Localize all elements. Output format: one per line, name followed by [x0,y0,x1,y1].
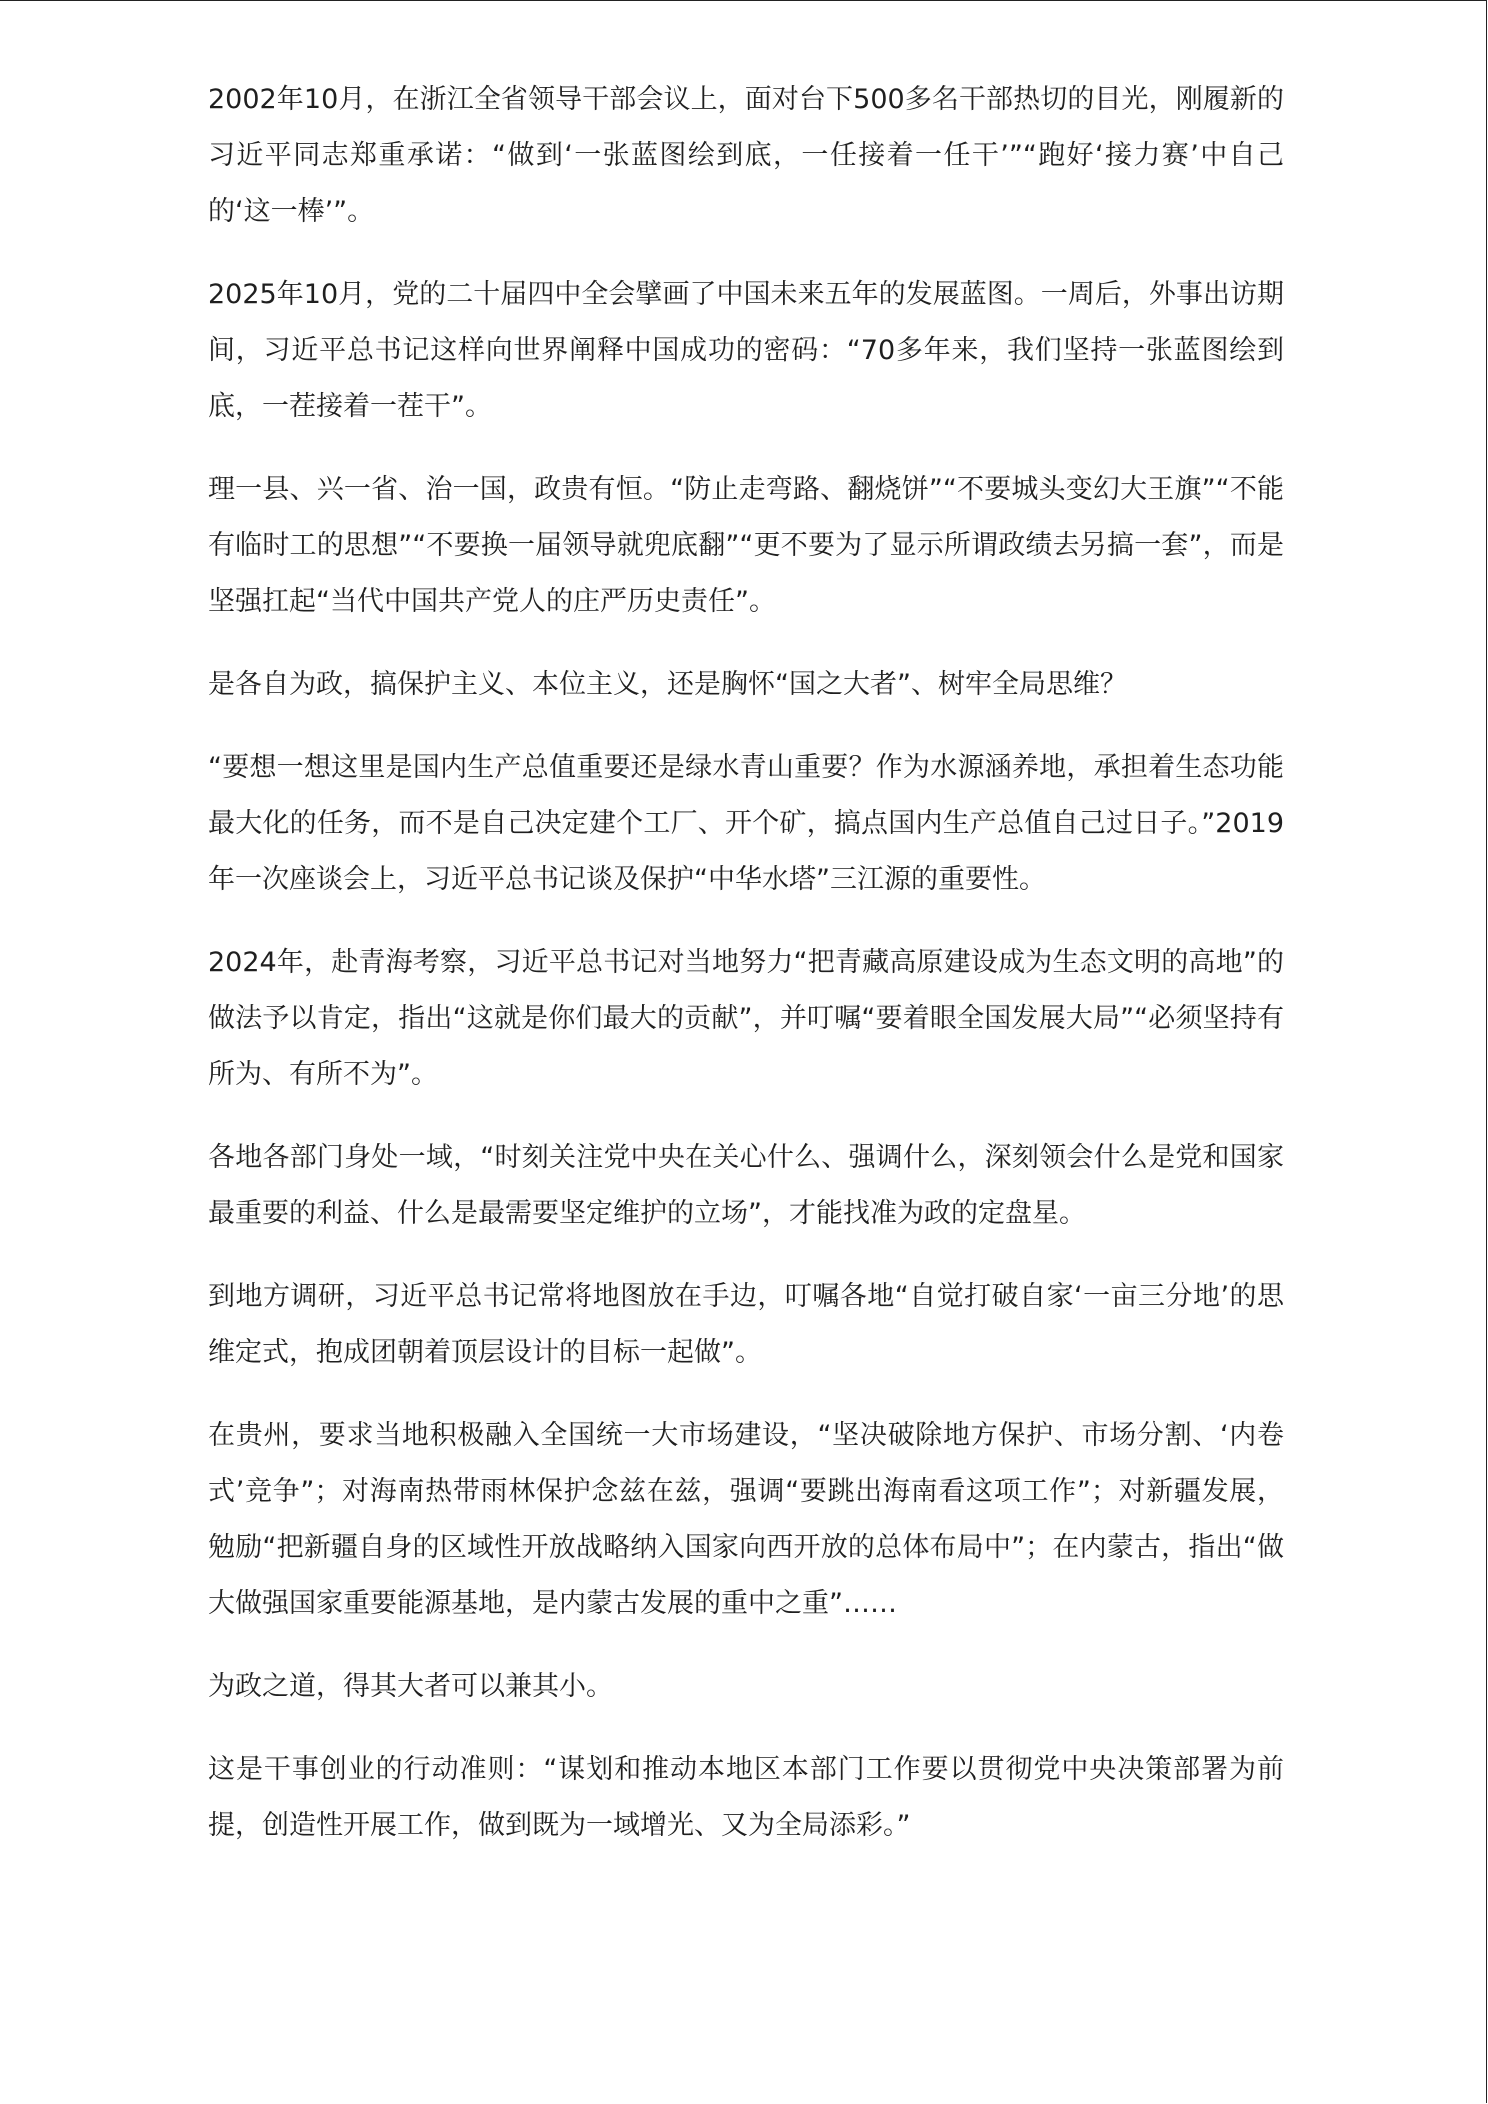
paragraph-10: 为政之道，得其大者可以兼其小。 [208,1671,613,1702]
paragraph-6: 2024年，赴青海考察，习近平总书记对当地努力“把青藏高原建设成为生态文明的高地”的做法予以肯定，指出“这就是你们最大的贡献”，并叮嘱“要着眼全国发展大局”“必须坚持有所为、有所不为”。 [208,947,1284,1090]
article-body [208,72,1284,1881]
paragraph-4: 是各自为政，搞保护主义、本位主义，还是胸怀“国之大者”、树牢全局思维？ [208,669,1127,700]
paragraph-1: 2002年10月，在浙江全省领导干部会议上，面对台下500多名干部热切的目光，刚履新的习近平同志郑重承诺：“做到‘一张蓝图绘到底，一任接着一任干’”“跑好‘接力赛’中自己的‘这一棒’”。 [208,84,1284,227]
paragraph-9: 在贵州，要求当地积极融入全国统一大市场建设，“坚决破除地方保护、市场分割、‘内卷式’竞争”；对海南热带雨林保护念兹在兹，强调“要跳出海南看这项工作”；对新疆发展，勉励“把新疆自身的区域性开放战略纳入国家向西开放的总体布局中”；在内蒙古，指出“做大做强国家重要能源基地，是内蒙古发展的重中之重”…… [208,1420,1284,1619]
paragraph-5: “要想一想这里是国内生产总值重要还是绿水青山重要？作为水源涵养地，承担着生态功能最大化的任务，而不是自己决定建个工厂、开个矿，搞点国内生产总值自己过日子。”2019年一次座谈会上，习近平总书记谈及保护“中华水塔”三江源的重要性。 [208,752,1284,895]
paragraph-8: 到地方调研，习近平总书记常将地图放在手边，叮嘱各地“自觉打破自家‘一亩三分地’的思维定式，抱成团朝着顶层设计的目标一起做”。 [208,1281,1284,1368]
paragraph-2: 2025年10月，党的二十届四中全会擘画了中国未来五年的发展蓝图。一周后，外事出访期间，习近平总书记这样向世界阐释中国成功的密码：“70多年来，我们坚持一张蓝图绘到底，一茬接着一茬干”。 [208,279,1284,422]
paragraph-3: 理一县、兴一省、治一国，政贵有恒。“防止走弯路、翻烧饼”“不要城头变幻大王旗”“不能有临时工的思想”“不要换一届领导就兜底翻”“更不要为了显示所谓政绩去另搞一套”，而是坚强扛起“当代中国共产党人的庄严历史责任”。 [208,474,1284,617]
paragraph-7: 各地各部门身处一域，“时刻关注党中央在关心什么、强调什么，深刻领会什么是党和国家最重要的利益、什么是最需要坚定维护的立场”，才能找准为政的定盘星。 [208,1142,1284,1229]
paragraph-11: 这是干事创业的行动准则：“谋划和推动本地区本部门工作要以贯彻党中央决策部署为前提，创造性开展工作，做到既为一域增光、又为全局添彩。” [208,1754,1284,1841]
